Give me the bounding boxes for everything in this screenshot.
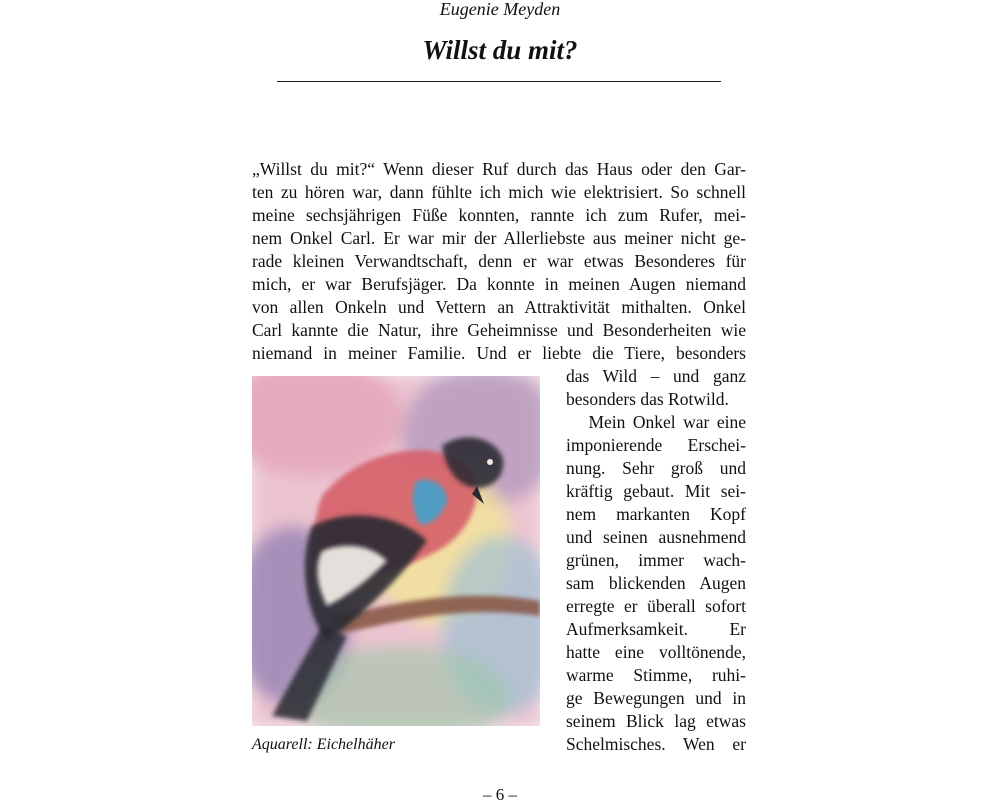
author-name: Eugenie Meyden [439, 0, 561, 19]
text-line: erregte er überall sofort [566, 596, 746, 616]
text-line: kräftig gebaut. Mit sei- [566, 481, 746, 501]
text-line: und seinen ausnehmend [566, 527, 746, 547]
text-line: imponierende Erschei- [566, 435, 746, 455]
text-line: hatte eine volltönende, [566, 642, 746, 662]
text-line: rade kleinen Verwandtschaft, denn er war etwas Besonderes für [252, 251, 746, 271]
watercolor-bird-illustration [252, 376, 540, 726]
eye-shape [487, 459, 493, 465]
text-line: das Wild – und ganz [566, 366, 746, 386]
text-line: ge Bewegungen und in [566, 688, 746, 708]
text-line: warme Stimme, ruhi- [566, 665, 746, 685]
text-line: ten zu hören war, dann fühlte ich mich wie elektrisiert. So schnell [252, 182, 746, 202]
text-line: Aufmerksamkeit. Er [566, 619, 746, 639]
text-line: Mein Onkel war eine [566, 412, 746, 432]
text-line: „Willst du mit?“ Wenn dieser Ruf durch das Haus oder den Gar- [252, 159, 746, 179]
text-line: nung. Sehr groß und [566, 458, 746, 478]
text-line: grünen, immer wach- [566, 550, 746, 570]
page-number: – 6 – [483, 785, 517, 804]
text-line: sam blickenden Augen [566, 573, 746, 593]
text-line: nem markanten Kopf [566, 504, 746, 524]
text-line: Carl kannte die Natur, ihre Geheimnisse und Besonderheiten wie [252, 320, 746, 340]
text-line: meine sechsjährigen Füße konnten, rannte ich zum Rufer, mei- [252, 205, 746, 225]
text-line: seinem Blick lag etwas [566, 711, 746, 731]
text-line: von allen Onkeln und Vettern an Attraktivität mithalten. Onkel [252, 297, 746, 317]
text-line: nem Onkel Carl. Er war mir der Allerliebste aus meiner nicht ge- [252, 228, 746, 248]
text-line: Schelmisches. Wen er [566, 734, 746, 754]
text-line: mich, er war Berufsjäger. Da konnte in meinen Augen niemand [252, 274, 746, 294]
title-divider [277, 81, 721, 82]
article-title: Willst du mit? [422, 35, 578, 65]
text-line: niemand in meiner Familie. Und er liebte die Tiere, besonders [252, 343, 746, 363]
text-line: besonders das Rotwild. [566, 389, 729, 409]
figure-caption: Aquarell: Eichelhäher [252, 736, 395, 753]
